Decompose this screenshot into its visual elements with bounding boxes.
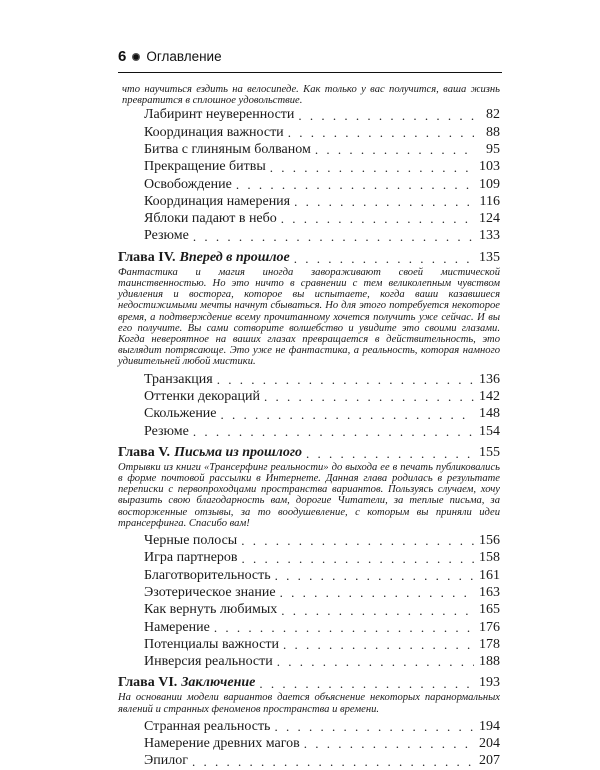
toc-entry[interactable] [144,718,500,735]
running-header [118,48,222,65]
entry-page: 142 [479,388,500,404]
chapter5-entries [144,532,500,670]
entry-title: Как вернуть любимых [144,602,278,618]
toc-entry[interactable] [144,619,500,636]
dot-leader [280,584,474,601]
entry-title: Освобождение [144,176,232,192]
entry-title: Битва с глиняным болваном [144,142,311,157]
toc-entry[interactable] [144,567,500,584]
dot-leader [193,228,474,245]
dot-leader [193,423,474,440]
bullet-ornament-icon [132,53,140,61]
entry-title: Яблоки падают в небо [144,211,277,227]
toc-entry[interactable] [144,227,500,244]
entry-title: Скольжение [144,406,217,422]
chapter-5-heading[interactable] [118,444,502,462]
toc-entry[interactable] [144,549,500,566]
entry-title: Прекращение битвы [144,159,266,175]
header-title: Оглавление [146,49,222,64]
chapter-label: Глава V. [118,444,171,460]
entry-title: Намерение [144,619,210,635]
chapter-6-heading[interactable] [118,674,502,692]
entry-page: 207 [479,753,500,769]
entry-title: Эпилог [144,753,188,769]
toc-entry[interactable] [144,584,500,601]
entry-page: 178 [479,636,500,652]
dot-leader [264,388,474,405]
entry-page: 109 [479,176,500,192]
toc-entry[interactable] [144,124,500,141]
dot-leader [242,550,474,567]
chapter-page: 155 [479,444,500,460]
dot-leader [277,653,474,670]
chapter-label: Глава VI. [118,675,178,691]
entry-page: 95 [486,142,500,157]
entry-page: 158 [479,550,500,566]
dot-leader [281,602,474,619]
chapter-5-intro: Отрывки из книги «Трансерфинг реальности» до выхода ее в печать публиковались в форме почтовой рассылки в Интернете. Данная глава родилась в результате переписки с первопроходцами пространства вариантов. Пользуясь случаем, хочу выразить свою благодарность вам, дорогие Читатели, за теплые письма, за восторженные отзывы, за то воодушевление, с которым вы приняли идеи трансерфинга. Спасибо вам! [118,461,500,529]
toc-entry[interactable] [144,636,500,653]
chapter-title: Заключение [181,675,256,691]
entry-title: Игра партнеров [144,550,238,566]
entry-title: Координация важности [144,124,284,140]
entry-page: 103 [479,159,500,175]
toc-entry[interactable] [144,158,500,175]
toc-entry[interactable] [144,371,500,388]
entry-title: Транзакция [144,371,213,387]
entry-page: 176 [479,619,500,635]
entry-page: 156 [479,533,500,549]
entry-page: 116 [479,193,500,209]
dot-leader [214,619,474,636]
dot-leader [294,250,475,267]
toc-entry[interactable] [144,193,500,210]
entry-title: Благотворительность [144,567,271,583]
dot-leader [259,675,475,692]
chapter-4-heading[interactable] [118,249,502,267]
chapter-label: Глава IV. [118,249,176,265]
toc-entry[interactable] [144,532,500,549]
entry-page: 124 [479,211,500,227]
toc-entry[interactable] [144,601,500,618]
dot-leader [298,107,474,124]
chapter-page: 135 [479,249,500,265]
dot-leader [281,210,474,227]
entry-title: Резюме [144,423,189,439]
toc-entry[interactable] [144,106,500,123]
chapter6-entries [144,718,500,770]
toc-entry[interactable] [144,210,500,227]
dot-leader [217,371,474,388]
entry-title: Потенциалы важности [144,636,279,652]
toc-entry[interactable] [144,388,500,405]
toc-content [118,74,502,770]
toc-entry[interactable] [144,752,500,769]
entry-page: 188 [479,654,500,670]
entry-title: Странная реальность [144,718,271,734]
entry-page: 163 [479,584,500,600]
dot-leader [283,636,474,653]
chapter-page: 193 [479,675,500,691]
dot-leader [294,193,474,210]
entry-page: 148 [479,406,500,422]
dot-leader [315,141,474,158]
toc-entry[interactable] [144,176,500,193]
entry-page: 154 [479,423,500,439]
header-rule [118,72,502,73]
chapter-title: Вперед в прошлое [179,249,290,265]
dot-leader [221,406,474,423]
dot-leader [274,718,474,735]
entry-page: 161 [479,567,500,583]
dot-leader [306,445,475,462]
entry-page: 194 [479,718,500,734]
chapter4-entries [144,371,500,440]
chapter3-intro-continuation: что научиться ездить на велосипеде. Как только у вас получится, ваша жизнь превратится в сплошное удовольствие. [122,84,500,107]
entry-page: 82 [486,107,500,123]
entry-page: 204 [479,736,500,752]
entry-title: Инверсия реальности [144,654,273,670]
dot-leader [192,753,474,770]
chapter-6-intro: На основании модели вариантов дается объяснение некоторых паранормальных явлений и странных феноменов пространства и времени. [118,692,500,715]
entry-title: Намерение древних магов [144,736,300,752]
chapter3-entries [144,106,500,244]
toc-entry[interactable] [144,405,500,422]
toc-entry[interactable] [144,653,500,670]
entry-title: Координация намерения [144,193,291,209]
chapter-4-intro: Фантастика и магия иногда завораживают своей мистической таинственностью. Но это ничто в сравнении с тем великолепным чувством удивления и восторга, которое вы испытаете, когда ваши казавшиеся недостижимыми мечты начнут сбываться. Но для этого потребуется некоторое время, а подтверждение всему прочитанному хочется получить уже сейчас. И вы его получите. Вы сами сотворите волшебство и увидите это своими глазами. Когда невероятное на ваших глазах превращается в действительность, это выглядит потрясающе. Это уже не фантастика, а реальность, которая намного удивительней любой мистики. [118,266,500,368]
entry-title: Лабиринт неуверенности [144,107,295,123]
entry-page: 133 [479,228,500,244]
entry-title: Оттенки декораций [144,388,260,404]
dot-leader [270,159,474,176]
page-number: 6 [118,48,127,65]
entry-title: Резюме [144,228,189,244]
chapter-title: Письма из прошлого [174,444,302,460]
entry-page: 165 [479,602,500,618]
toc-entry[interactable] [144,141,500,158]
toc-entry[interactable] [144,423,500,440]
dot-leader [275,567,474,584]
entry-page: 88 [486,124,500,140]
entry-page: 136 [479,371,500,387]
dot-leader [288,124,474,141]
entry-title: Эзотерическое знание [144,584,276,600]
entry-title: Черные полосы [144,533,238,549]
dot-leader [236,176,474,193]
dot-leader [241,532,474,549]
